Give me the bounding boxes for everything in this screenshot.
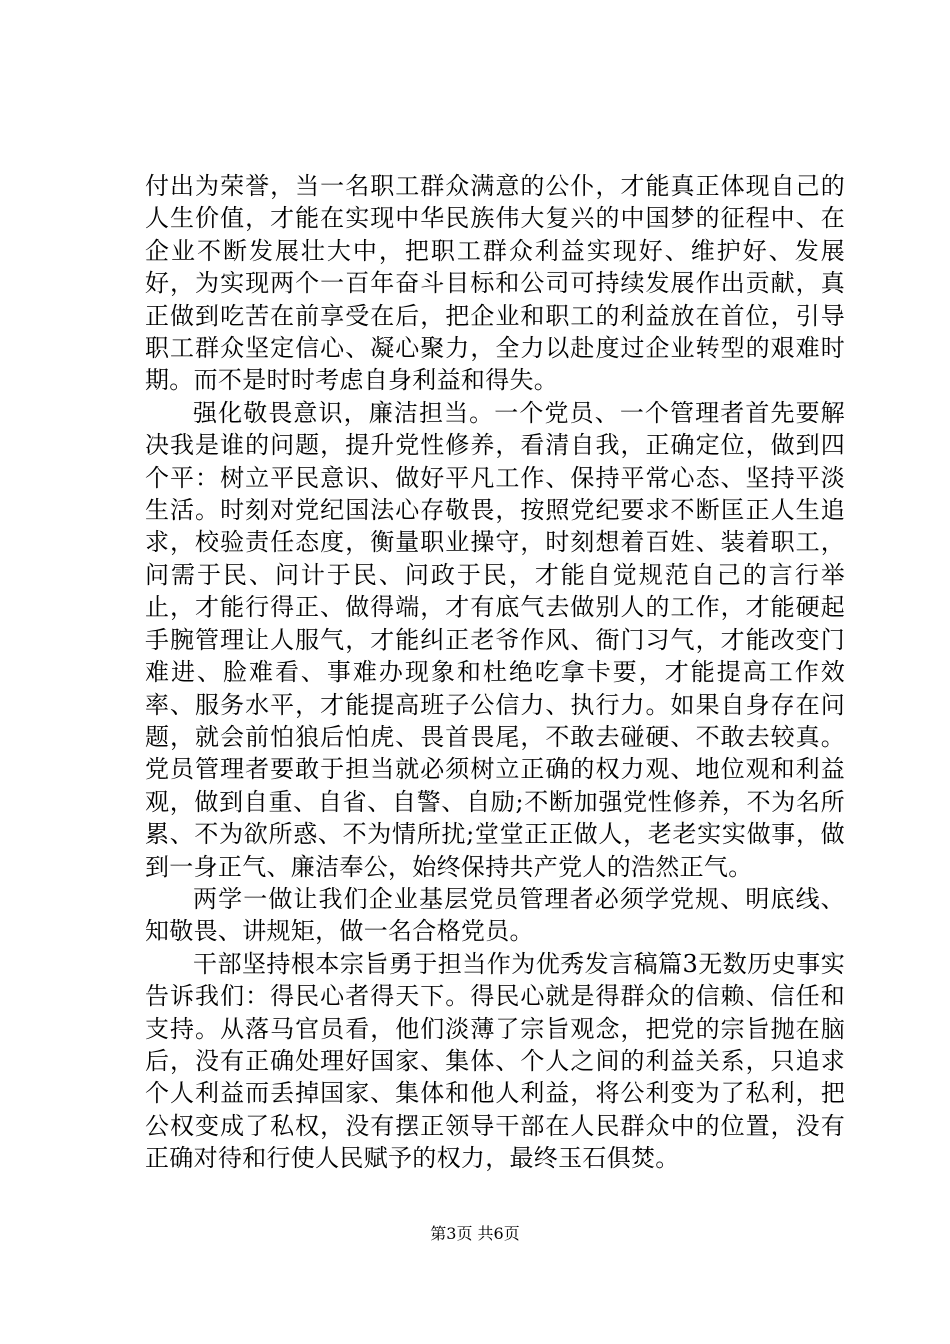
paragraph-continuation: 付出为荣誉，当一名职工群众满意的公仆，才能真正体现自己的人生价值，才能在实现中华民族伟大复兴的中国梦的征程中、在企业不断发展壮大中，把职工群众利益实现好、维护好、发展好，为实现两个一百年奋斗目标和公司可持续发展作出贡献，真正做到吃苦在前享受在后，把企业和职工的利益放在首位，引导职工群众坚定信心、凝心聚力，全力以赴度过企业转型的艰难时期。而不是时时考虑自身利益和得失。 bbox=[145, 172, 845, 395]
page-number-footer: 第3页 共6页 bbox=[430, 1224, 520, 1243]
paragraph-two-studies: 两学一做让我们企业基层党员管理者必须学党规、明底线、知敬畏、讲规矩，做一名合格党员。 bbox=[145, 884, 845, 946]
document-body bbox=[145, 170, 845, 1175]
paragraph-speech-3: 干部坚持根本宗旨勇于担当作为优秀发言稿篇3无数历史事实告诉我们：得民心者得天下。得民心就是得群众的信赖、信任和支持。从落马官员看，他们淡薄了宗旨观念，把党的宗旨抛在脑后，没有正确处理好国家、集体、个人之间的利益关系，只追求个人利益而丢掉国家、集体和他人利益，将公利变为了私利，把公权变成了私权，没有摆正领导干部在人民群众中的位置，没有正确对待和行使人民赋予的权力，最终玉石俱焚。 bbox=[145, 949, 845, 1173]
paragraph-reverence: 强化敬畏意识，廉洁担当。一个党员、一个管理者首先要解决我是谁的问题，提升党性修养，看清自我，正确定位，做到四个平：树立平民意识、做好平凡工作、保持平常心态、坚持平淡生活。时刻对党纪国法心存敬畏，按照党纪要求不断匡正人生追求，校验责任态度，衡量职业操守，时刻想着百姓、装着职工，问需于民、问计于民、问政于民，才能自觉规范自己的言行举止，才能行得正、做得端，才有底气去做别人的工作，才能硬起手腕管理让人服气，才能纠正老爷作风、衙门习气，才能改变门难进、脸难看、事难办现象和杜绝吃拿卡要，才能提高工作效率、服务水平，才能提高班子公信力、执行力。如果自身存在问题，就会前怕狼后怕虎、畏首畏尾，不敢去碰硬、不敢去较真。党员管理者要敢于担当就必须树立正确的权力观、地位观和利益观，做到自重、自省、自警、自励;不断加强党性修养，不为名所累、不为欲所惑、不为情所扰;堂堂正正做人，老老实实做事，做到一身正气、廉洁奉公，始终保持共产党人的浩然正气。 bbox=[145, 398, 845, 881]
